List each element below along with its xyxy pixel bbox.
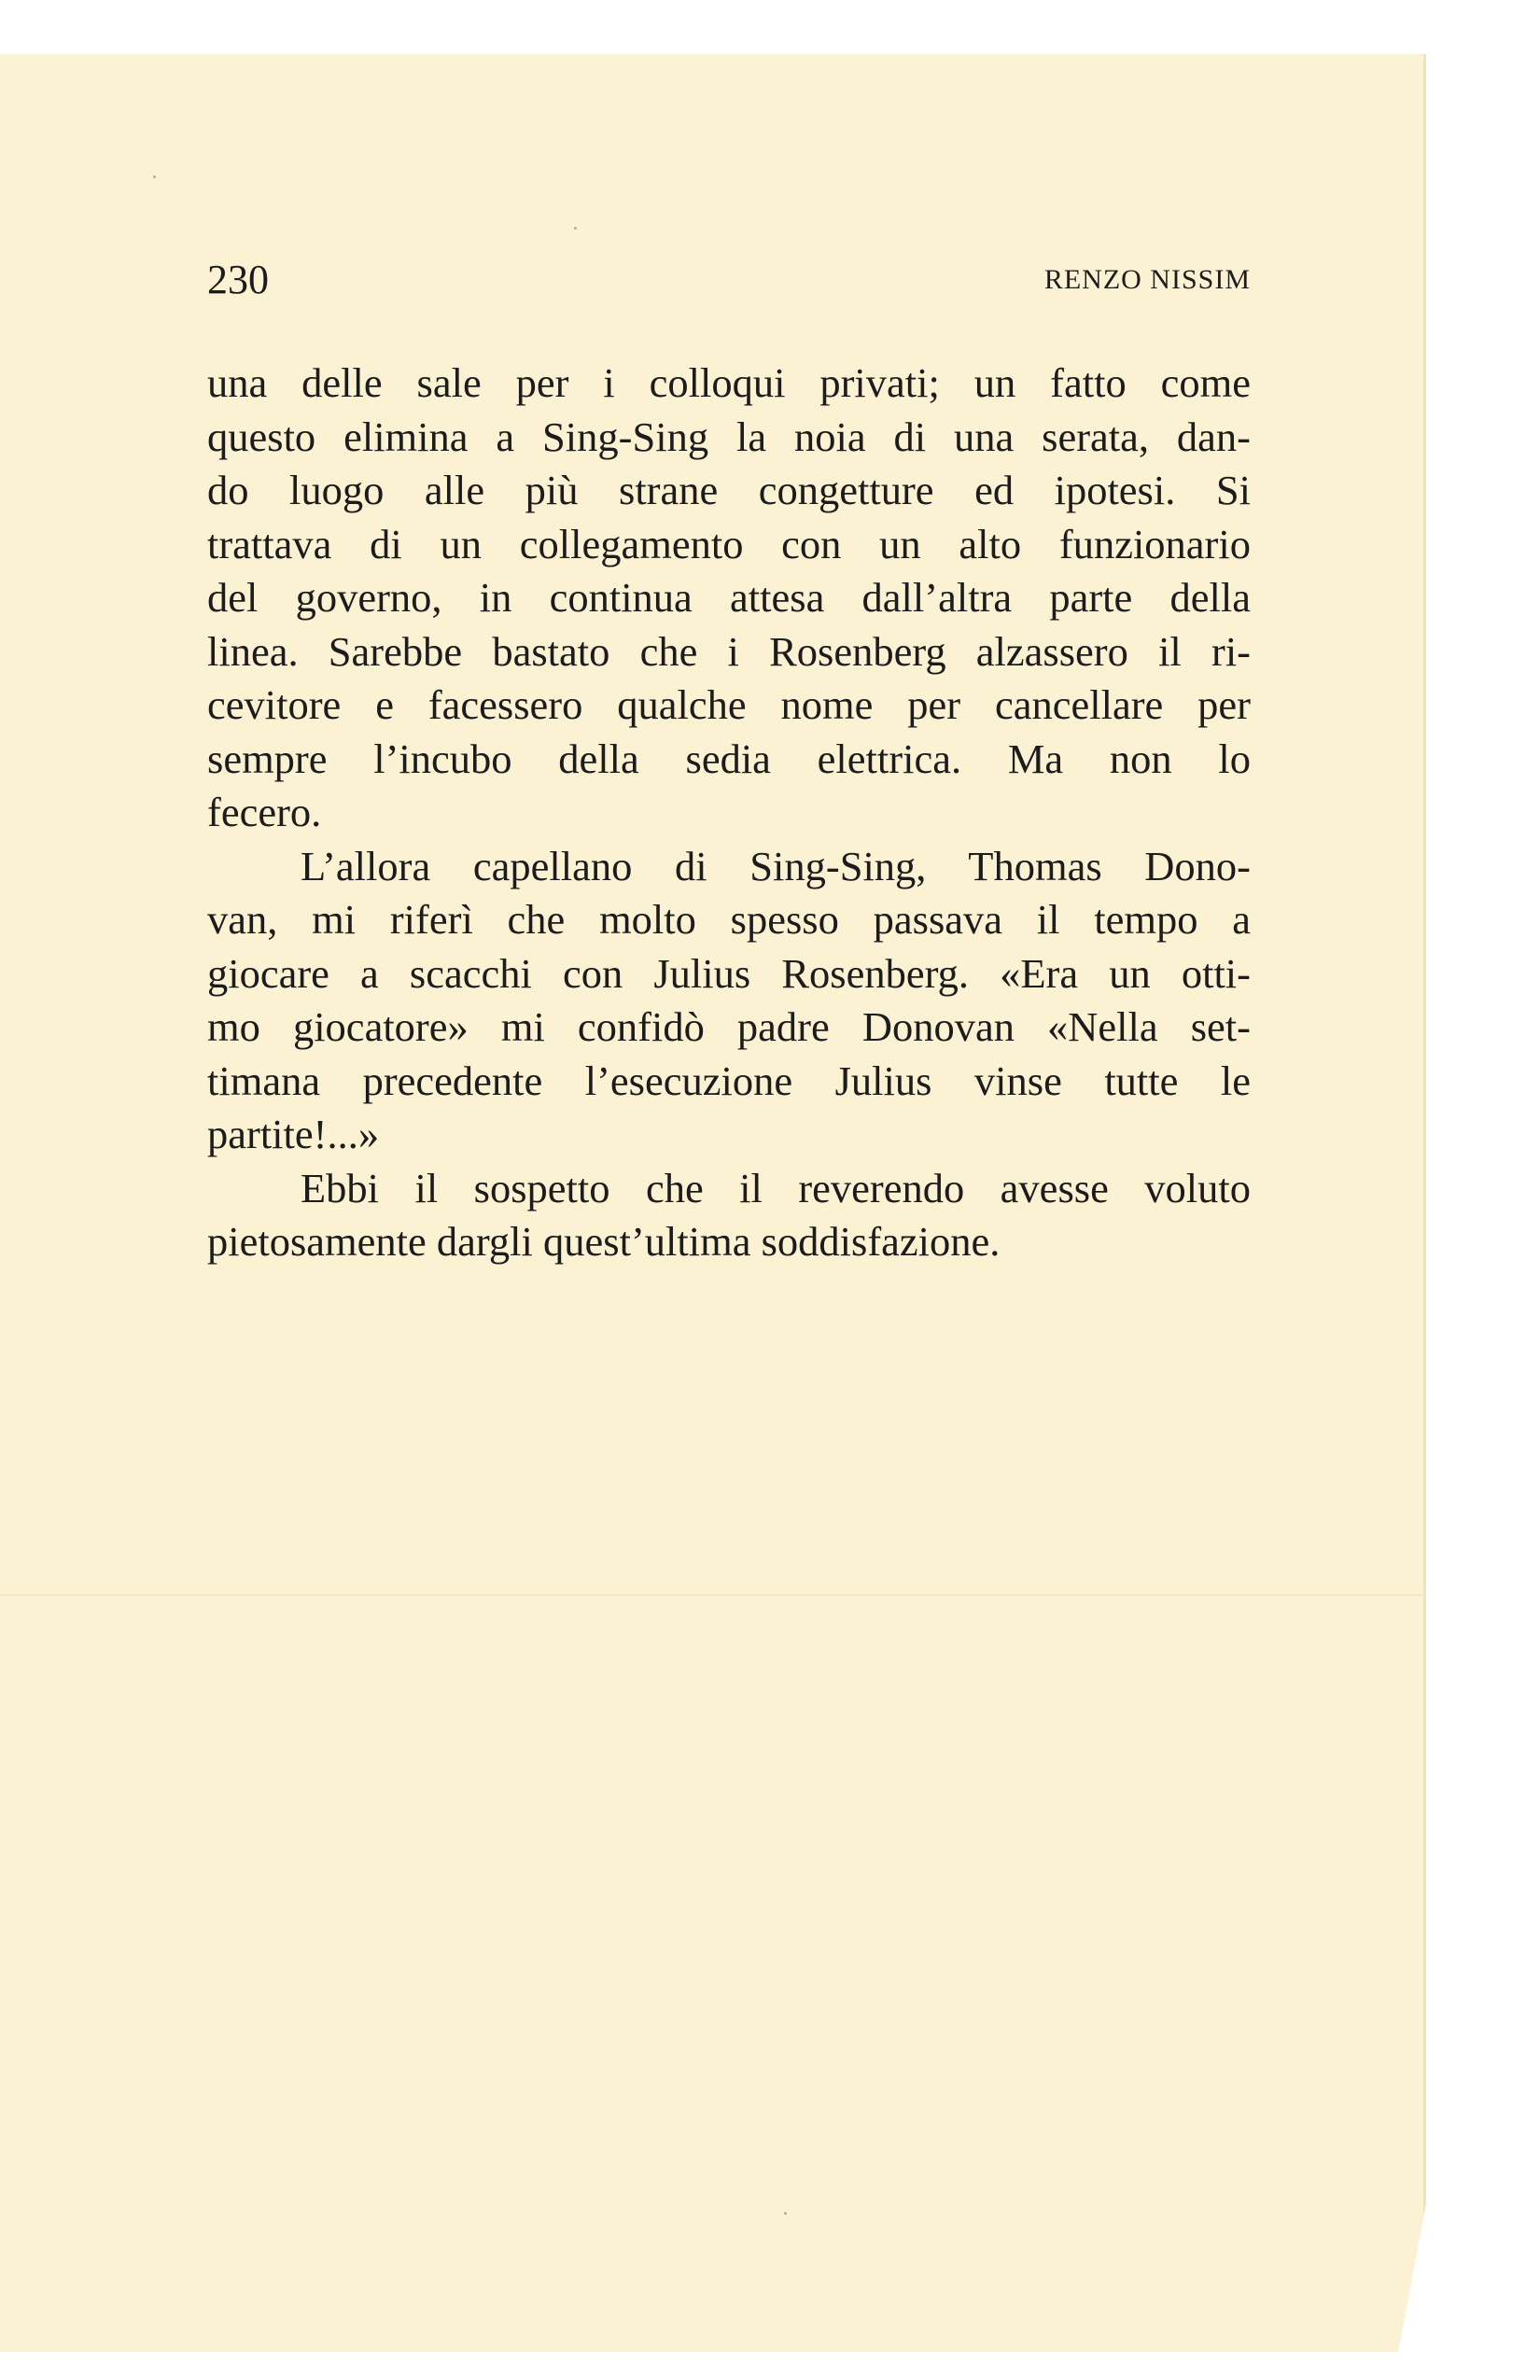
running-head: RENZO NISSIM xyxy=(1043,264,1251,295)
text-line: do luogo alle più strane congetture ed ipotesi. Si xyxy=(207,467,1251,513)
text-line: timana precedente l’esecuzione Julius vinse tutte le xyxy=(207,1057,1251,1104)
torn-corner xyxy=(1398,2203,1426,2352)
text-line: sempre l’incubo della sedia elettrica. Ma non lo xyxy=(207,735,1251,782)
page-number: 230 xyxy=(207,257,269,302)
text-line: pietosamente dargli quest’ultima soddisfazione. xyxy=(207,1218,1001,1265)
text-line: una delle sale per i colloqui privati; un fatto come xyxy=(207,359,1251,406)
text-line: giocare a scacchi con Julius Rosenberg. «Era un otti- xyxy=(207,949,1251,997)
text-line: L’allora capellano di Sing-Sing, Thomas Dono- xyxy=(301,842,1251,889)
body-text xyxy=(207,357,1251,1269)
text-line: linea. Sarebbe bastato che i Rosenberg alzassero il ri- xyxy=(207,627,1251,675)
text-line: mo giocatore» mi confidò padre Donovan «Nella set- xyxy=(207,1003,1251,1050)
paper-speck xyxy=(574,227,577,230)
text-line: del governo, in continua attesa dall’altra parte della xyxy=(207,574,1251,621)
text-line: partite!...» xyxy=(207,1111,380,1157)
text-line: trattava di un collegamento con un alto funzionario xyxy=(207,520,1251,567)
text-line: fecero. xyxy=(207,789,322,835)
fold-line xyxy=(0,1594,1426,1596)
text-line: Ebbi il sospetto che il reverendo avesse voluto xyxy=(301,1164,1251,1211)
page-header xyxy=(207,252,1251,308)
text-line: questo elimina a Sing-Sing la noia di una serata, dan- xyxy=(207,413,1251,460)
paper-speck xyxy=(153,175,156,178)
text-line: cevitore e facessero qualche nome per cancellare per xyxy=(207,681,1251,728)
text-line: van, mi riferì che molto spesso passava il tempo a xyxy=(207,896,1251,943)
paper-speck xyxy=(784,2212,787,2215)
